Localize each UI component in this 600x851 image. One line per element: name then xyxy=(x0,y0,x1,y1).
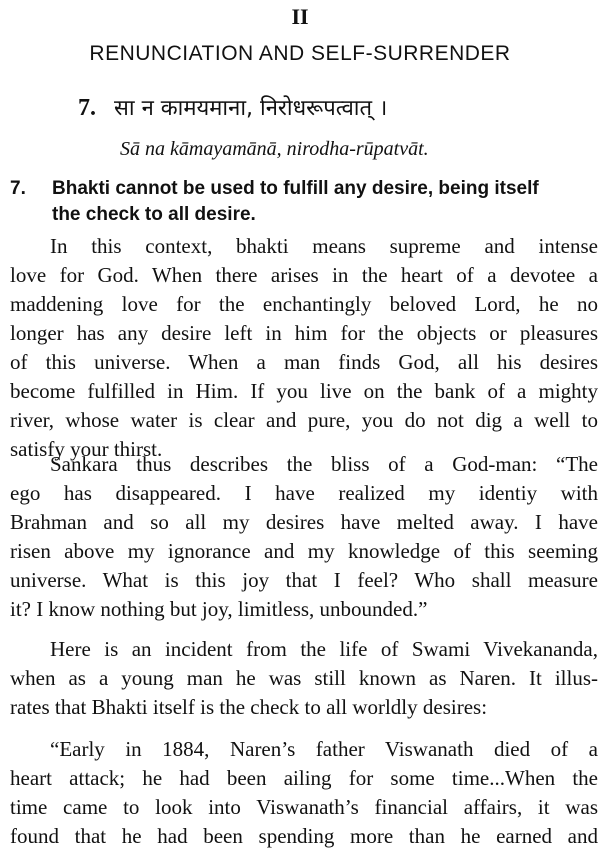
paragraph-line: longer has any desire left in him for the objects or pleasures xyxy=(10,321,598,345)
sutra-number: 7. xyxy=(78,95,96,121)
chapter-number: II xyxy=(291,4,309,29)
paragraph-line: satisfy your thirst. xyxy=(10,437,163,461)
sutra-translation-text: Bhakti cannot be used to fulfill any desire, being itself xyxy=(52,178,539,199)
paragraph-line: universe. What is this joy that I feel? Who shall measure xyxy=(10,568,598,592)
paragraph-line: rates that Bhakti itself is the check to all worldly desires: xyxy=(10,695,488,719)
paragraph xyxy=(10,735,598,851)
paragraph-line: of this universe. When a man finds God, all his desires xyxy=(10,350,598,374)
paragraph-line: when as a young man he was still known as Naren. It illus- xyxy=(10,666,598,690)
paragraph-line: In this context, bhakti means supreme and intense xyxy=(50,234,598,258)
paragraph-line: “Early in 1884, Naren’s father Viswanath died of a xyxy=(50,737,598,761)
paragraph-line: time came to look into Viswanath’s financial affairs, it was xyxy=(10,795,598,819)
paragraph-line: Here is an incident from the life of Swami Vivekananda, xyxy=(50,637,598,661)
paragraph-line: found that he had been spending more than he earned and xyxy=(10,824,598,848)
sutra-translation-number: 7. xyxy=(10,178,26,199)
paragraph-line: Sankara thus describes the bliss of a God-man: “The xyxy=(50,452,598,476)
sutra-line xyxy=(78,92,387,122)
paragraph xyxy=(10,450,598,624)
chapter-title: RENUNCIATION AND SELF-SURRENDER xyxy=(89,42,511,65)
paragraph-line: love for God. When there arises in the heart of a devotee a xyxy=(10,263,598,287)
sutra-transliteration: Sā na kāmayamānā, nirodha-rūpatvāt. xyxy=(120,138,429,160)
paragraph-line: ego has disappeared. I have realized my identiy with xyxy=(10,481,598,505)
paragraph xyxy=(10,232,598,464)
paragraph-line: Brahman and so all my desires have melted away. I have xyxy=(10,510,598,534)
paragraph-line: become fulfilled in Him. If you live on the bank of a mighty xyxy=(10,379,598,403)
sutra-devanagari: सा न कामयमाना, निरोधरूपत्वात् । xyxy=(114,96,388,121)
paragraph-line: river, whose water is clear and pure, you do not dig a well to xyxy=(10,408,598,432)
sutra-translation-line: the check to all desire. xyxy=(52,204,256,225)
paragraph-line: it? I know nothing but joy, limitless, unbounded.” xyxy=(10,597,428,621)
paragraph-line: heart attack; he had been ailing for some time...When the xyxy=(10,766,598,790)
paragraph-line: maddening love for the enchantingly beloved Lord, he no xyxy=(10,292,598,316)
sutra-translation xyxy=(10,176,595,228)
paragraph-line: risen above my ignorance and my knowledge of this seeming xyxy=(10,539,598,563)
paragraph xyxy=(10,635,598,722)
sutra-translation-line xyxy=(10,176,595,202)
